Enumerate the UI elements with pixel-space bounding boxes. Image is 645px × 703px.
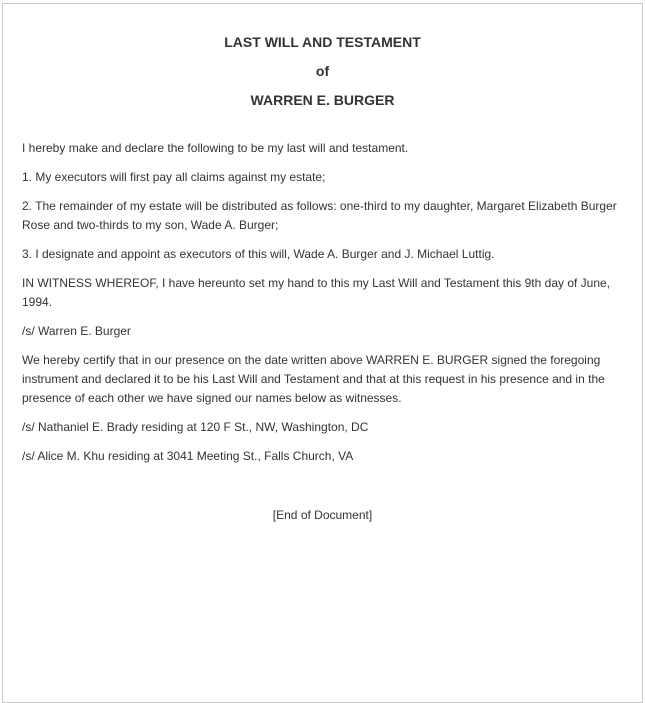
document-body [22,139,622,476]
paragraph-item-2: 2. The remainder of my estate will be distributed as follows: one-third to my daughter, Margaret Elizabeth Burger Rose and two-thirds to my son, Wade A. Burger; [22,199,617,232]
document-title: LAST WILL AND TESTAMENT [224,34,421,50]
witness-signature-2: /s/ Alice M. Khu residing at 3041 Meeting St., Falls Church, VA [22,449,354,463]
witness-signature-1: /s/ Nathaniel E. Brady residing at 120 F St., NW, Washington, DC [22,420,369,434]
document-title-of: of [315,63,330,79]
paragraph-certification: We hereby certify that in our presence on the date written above WARREN E. BURGER signed the foregoing instrument and declared it to be his Last Will and Testament and that at this request in his presence and in the presence of each other we have signed our names below as witnesses. [22,353,605,405]
document-page [2,3,643,703]
paragraph-item-3: 3. I designate and appoint as executors of this will, Wade A. Burger and J. Michael Luttig. [22,247,495,261]
paragraph-witness-whereof: IN WITNESS WHEREOF, I have hereunto set my hand to this my Last Will and Testament this 9th day of June, 1994. [22,276,611,309]
end-of-document: [End of Document] [272,508,373,522]
paragraph-declaration: I hereby make and declare the following to be my last will and testament. [22,141,409,155]
paragraph-item-1: 1. My executors will first pay all claims against my estate; [22,170,326,184]
document-title-name: WARREN E. BURGER [250,92,395,108]
testator-signature: /s/ Warren E. Burger [22,324,131,338]
